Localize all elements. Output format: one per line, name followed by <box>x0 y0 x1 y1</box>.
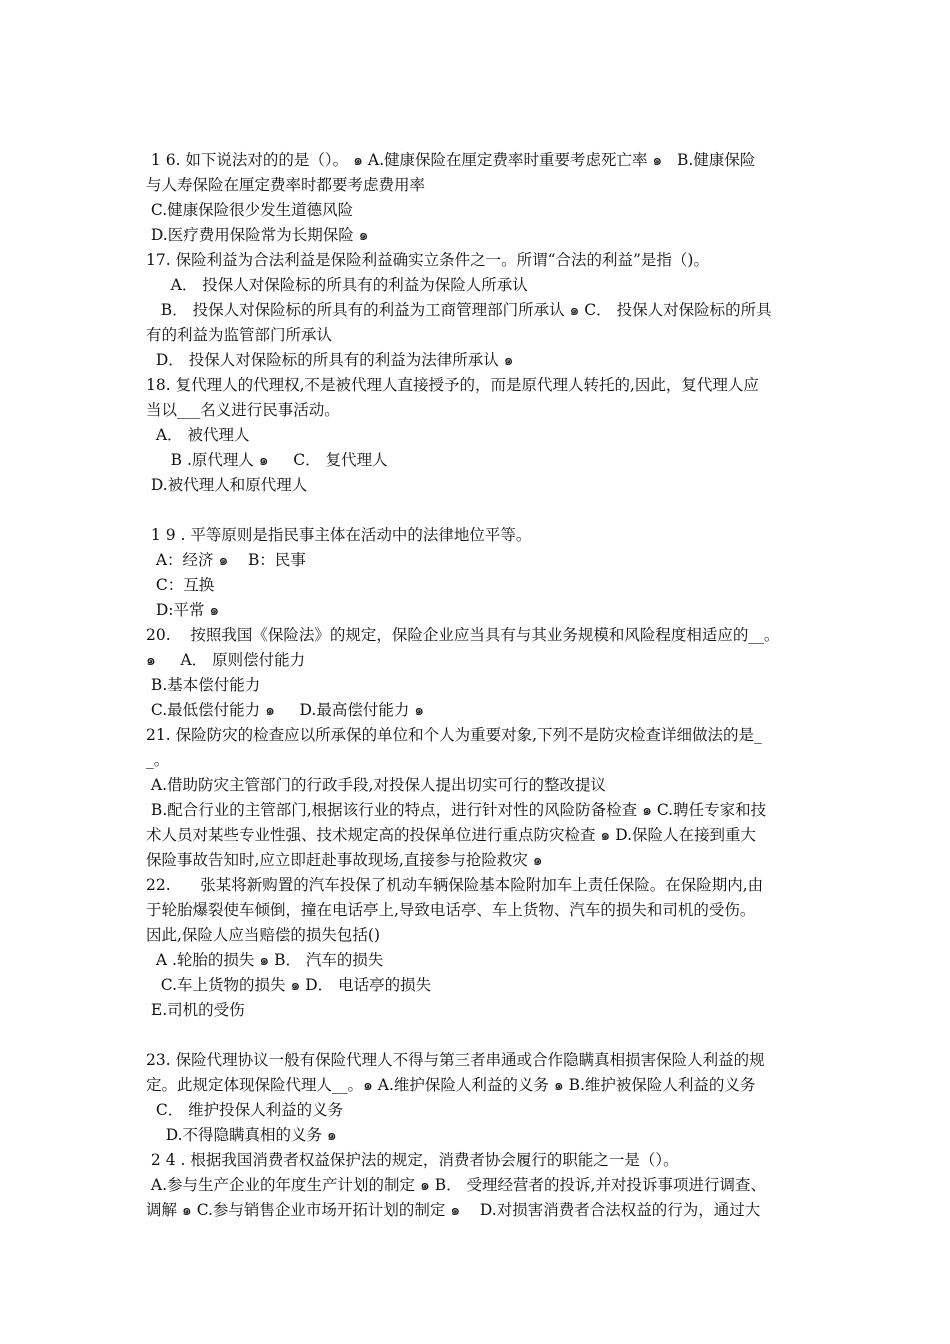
text-line: C.健康保险很少发生道德风险 <box>146 201 354 219</box>
text-line: D． 投保人对保险标的所具有的利益为法律所承认 ๑ <box>146 351 514 369</box>
text-line: B.配合行业的主管部门,根据该行业的特点，进行针对性的风险防备检查 ๑ C.聘任专家和技 <box>146 801 767 819</box>
document-body <box>146 148 818 1223</box>
text-line: 18. 复代理人的代理权,不是被代理人直接授予的，而是原代理人转托的,因此，复代理人应 <box>146 376 759 394</box>
text-line: A． 被代理人 <box>146 426 250 444</box>
text-line: C.最低偿付能力 ๑ D.最高偿付能力 ๑ <box>146 701 425 719</box>
text-line: 17. 保险利益为合法利益是保险利益确实立条件之一。所谓“合法的利益”是指（)。 <box>146 251 709 269</box>
text-line: B.基本偿付能力 <box>146 676 261 694</box>
text-line: 1 9 . 平等原则是指民事主体在活动中的法律地位平等。 <box>146 526 532 544</box>
text-line: C.车上货物的损失 ๑ D． 电话亭的损失 <box>146 976 432 994</box>
text-line: 22. 张某将新购置的汽车投保了机动车辆保险基本险附加车上责任保险。在保险期内,由 <box>146 876 764 894</box>
text-line: D.被代理人和原代理人 <box>146 476 308 494</box>
blank-line <box>146 1023 818 1048</box>
text-line: 定。此规定体现保险代理人__。๑ A.维护保险人利益的义务 ๑ B.维护被保险人利益的义务 <box>146 1076 756 1094</box>
text-line: 1 6. 如下说法对的的是（）。 ๑ A.健康保险在厘定费率时重要考虑死亡率 ๑ B.健康保险 <box>146 151 756 169</box>
text-line: 当以___名义进行民事活动。 <box>146 401 340 419</box>
text-line: 术人员对某些专业性强、技术规定高的投保单位进行重点防灾检查 ๑ D.保险人在接到重大 <box>146 826 756 844</box>
text-line: 23. 保险代理协议一般有保险代理人不得与第三者串通或合作隐瞒真相损害保险人利益的规 <box>146 1051 765 1069</box>
text-line: 调解 ๑ C.参与销售企业市场开拓计划的制定 ๑ D.对损害消费者合法权益的行为，通过大 <box>146 1201 761 1219</box>
text-line: C． 维护投保人利益的义务 <box>146 1101 344 1119</box>
text-line: A.借助防灾主管部门的行政手段,对投保人提出切实可行的整改提议 <box>146 776 606 794</box>
text-line: E.司机的受伤 <box>146 1001 245 1019</box>
text-line: 有的利益为监管部门所承认 <box>146 326 333 344</box>
text-line: 因此,保险人应当赔偿的损失包括() <box>146 926 381 944</box>
text-line: ๑ A． 原则偿付能力 <box>146 651 306 669</box>
text-line: B .原代理人 ๑ C． 复代理人 <box>146 451 388 469</box>
text-line: A：经济 ๑ B：民事 <box>146 551 306 569</box>
blank-line <box>146 498 818 523</box>
text-line: _。 <box>146 751 170 769</box>
text-line: C：互换 <box>146 576 215 594</box>
text-line: A .轮胎的损失 ๑ B． 汽车的损失 <box>146 951 384 969</box>
text-line: 21. 保险防灾的检查应以所承保的单位和个人为重要对象,下列不是防灾检查详细做法的是_ <box>146 726 762 744</box>
text-line: A． 投保人对保险标的所具有的利益为保险人所承认 <box>146 276 528 294</box>
text-line: 2 4 . 根据我国消费者权益保护法的规定，消费者协会履行的职能之一是（）。 <box>146 1151 679 1169</box>
text-line: B． 投保人对保险标的所具有的利益为工商管理部门所承认 ๑ C． 投保人对保险标的所具 <box>146 301 772 319</box>
text-line: D.医疗费用保险常为长期保险 ๑ <box>146 226 369 244</box>
text-line: 20. 按照我国《保险法》的规定，保险企业应当具有与其业务规模和风险程度相适应的__。 <box>146 626 780 644</box>
text-line: 于轮胎爆裂使车倾倒，撞在电话亭上,导致电话亭、车上货物、汽车的损失和司机的受伤。 <box>146 901 756 919</box>
text-line: D:平常 ๑ <box>146 601 220 619</box>
text-line: 保险事故告知时,应立即赶赴事故现场,直接参与抢险救灾 ๑ <box>146 851 543 869</box>
text-line: D.不得隐瞒真相的义务 ๑ <box>146 1126 337 1144</box>
text-line: 与人寿保险在厘定费率时都要考虑费用率 <box>146 176 426 194</box>
text-line: A.参与生产企业的年度生产计划的制定 ๑ B． 受理经营者的投诉,并对投诉事项进行调查、 <box>146 1176 766 1194</box>
